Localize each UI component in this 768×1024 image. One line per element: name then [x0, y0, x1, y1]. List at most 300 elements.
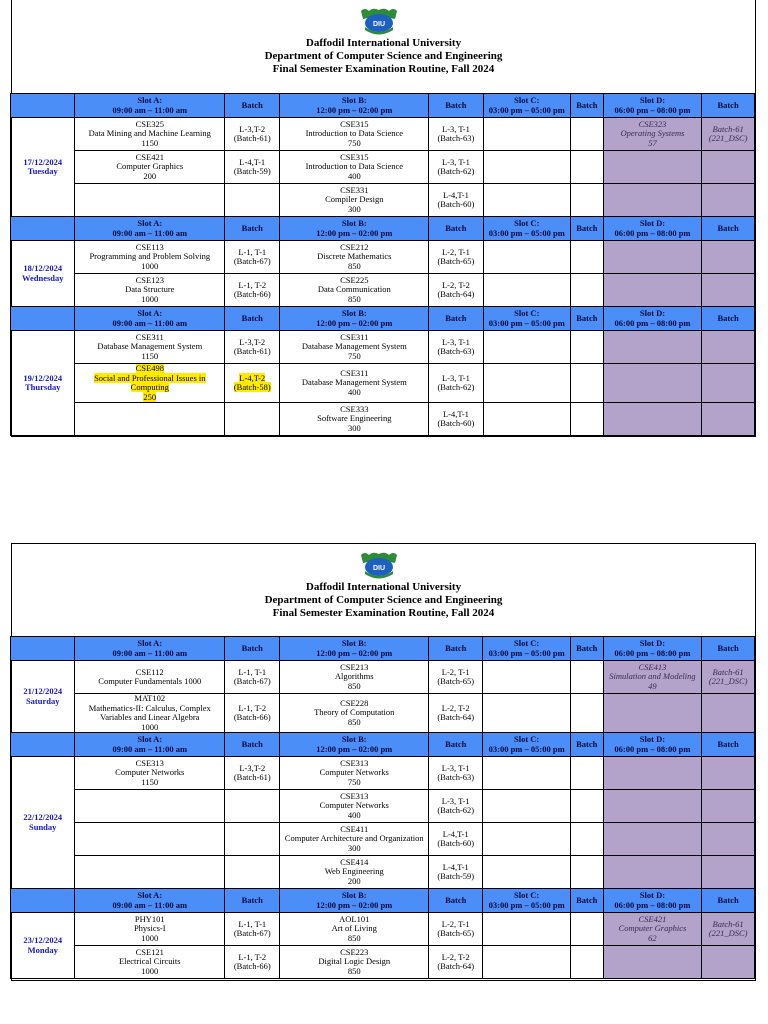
- header-text: 12:00 pm – 02:00 pm: [316, 317, 393, 328]
- cell-line: Computer Networks: [319, 767, 389, 778]
- header-text: 03:00 pm – 05:00 pm: [488, 899, 565, 910]
- slot-d-course: [603, 331, 702, 364]
- slot-b-batch: [429, 661, 483, 694]
- slot-b-course: [280, 913, 429, 946]
- slot-a-course: [75, 946, 225, 979]
- cell-line: (Batch-67): [233, 256, 271, 266]
- cell-line: L-1, T-1: [238, 666, 267, 677]
- header-text: Batch: [576, 738, 598, 749]
- cell-line: AOL101: [339, 913, 370, 924]
- header-text: 06:00 pm – 08:00 pm: [614, 317, 691, 328]
- cell-line: Introduction to Data Science: [305, 128, 404, 139]
- cell-line: Web Engineering: [324, 866, 384, 877]
- slot-b-batch: [429, 856, 483, 889]
- slot-b-course: [280, 364, 429, 403]
- batch-header: [702, 217, 755, 241]
- slot-d-batch: [702, 241, 755, 274]
- cell-line: 300: [347, 842, 361, 853]
- slot-a-course: [75, 151, 225, 184]
- cell-line: CSE323: [638, 118, 667, 129]
- cell-line: CSE121: [135, 946, 164, 957]
- exam-row: [11, 790, 755, 823]
- slot-b-batch: [429, 151, 483, 184]
- slot-b-batch: [429, 946, 483, 979]
- cell-line: Programming and Problem Solving: [89, 251, 211, 262]
- exam-date: 17/12/2024: [23, 156, 63, 167]
- slot-b-batch: [429, 274, 483, 307]
- cell-line: 400: [347, 386, 361, 397]
- header-text: 09:00 am – 11:00 am: [112, 899, 188, 910]
- slot-d-batch: [702, 184, 755, 217]
- cell-line: (Batch-67): [233, 676, 271, 686]
- slot-d-header: [603, 889, 702, 913]
- slot-c-batch: [570, 661, 603, 694]
- highlighted-text: Computing: [130, 382, 169, 392]
- slot-a-batch: [225, 184, 280, 217]
- batch-header: [570, 307, 603, 331]
- header-text: Slot C:: [514, 308, 540, 318]
- slot-b-batch: [429, 757, 483, 790]
- slot-c-batch: [570, 151, 603, 184]
- cell-line: CSE421: [135, 151, 164, 162]
- header-text: Batch: [445, 738, 467, 749]
- cell-line: Compiler Design: [325, 194, 384, 205]
- cell-line: (Batch-59): [437, 871, 475, 881]
- slot-a-course: [75, 757, 225, 790]
- cell-line: L-2, T-2: [441, 279, 470, 290]
- cell-line: Simulation and Modeling: [609, 671, 696, 682]
- header-text: 12:00 pm – 02:00 pm: [316, 104, 393, 115]
- slot-d-batch: [702, 118, 755, 151]
- cell-line: Computer Architecture and Organization: [284, 833, 424, 844]
- header-text: Batch: [717, 222, 739, 233]
- exam-row: [11, 856, 755, 889]
- cell-line: L-2, T-1: [441, 666, 470, 677]
- cell-line: Data Communication: [317, 284, 391, 295]
- slot-a-header: [75, 307, 225, 331]
- cell-line: Computer Graphics: [116, 161, 184, 172]
- slot-c-course: [483, 790, 570, 823]
- cell-line: 1150: [141, 776, 159, 787]
- slot-a-batch: [225, 118, 280, 151]
- cell-line: CSE325: [135, 118, 164, 129]
- batch-header: [570, 94, 603, 118]
- header-text: Batch: [717, 312, 739, 323]
- header-text: Slot A:: [137, 95, 163, 105]
- slot-a-batch: [225, 856, 280, 889]
- cell-line: CSE414: [340, 856, 369, 867]
- exam-row: [11, 118, 755, 151]
- cell-line: L-1, T-2: [238, 951, 267, 962]
- routine-header: [12, 544, 755, 637]
- slot-b-course: [280, 241, 429, 274]
- slot-b-batch: [429, 184, 483, 217]
- slot-d-course: [603, 694, 702, 733]
- batch-header: [570, 889, 603, 913]
- cell-line: CSE315: [340, 118, 369, 129]
- header-text: Batch: [241, 738, 263, 749]
- header-text: Batch: [576, 312, 598, 323]
- header-text: 09:00 am – 11:00 am: [112, 104, 188, 115]
- slot-d-batch: [702, 913, 755, 946]
- svg-text:DIU: DIU: [372, 21, 386, 28]
- header-text: Batch: [241, 894, 263, 905]
- university-logo-icon: [357, 3, 401, 37]
- cell-line: L-2, T-2: [441, 951, 470, 962]
- slot-b-batch: [429, 241, 483, 274]
- header-text: Slot D:: [639, 95, 666, 105]
- slot-a-header: [75, 217, 225, 241]
- cell-line: L-3, T-1: [441, 123, 470, 134]
- cell-line: 1000: [141, 721, 159, 732]
- slot-b-course: [280, 184, 429, 217]
- cell-line: L-4,T-1: [442, 828, 469, 839]
- slot-header-row: [11, 94, 755, 118]
- slot-a-header: [75, 733, 225, 757]
- cell-line: (Batch-61): [233, 772, 271, 782]
- exam-weekday: Thursday: [25, 382, 61, 392]
- day-header: [11, 733, 75, 757]
- routine-title: Final Semester Examination Routine, Fall 2024: [272, 63, 495, 75]
- cell-line: L-2, T-1: [441, 918, 470, 929]
- header-text: Slot A:: [137, 638, 163, 648]
- cell-line: 850: [347, 965, 361, 976]
- highlighted-text: Social and Professional Issues in: [94, 372, 206, 383]
- routine-table: [10, 636, 755, 979]
- cell-line: CSE313: [340, 790, 369, 801]
- header-text: Slot A:: [137, 890, 163, 900]
- slot-d-header: [603, 733, 702, 757]
- header-text: 06:00 pm – 08:00 pm: [614, 104, 691, 115]
- cell-line: Computer Networks: [115, 767, 185, 778]
- exam-row: [11, 757, 755, 790]
- slot-a-batch: [225, 946, 280, 979]
- header-text: 12:00 pm – 02:00 pm: [316, 227, 393, 238]
- slot-d-batch: [702, 790, 755, 823]
- header-text: Slot B:: [341, 95, 367, 105]
- slot-c-batch: [570, 823, 603, 856]
- cell-line: (Batch-60): [437, 199, 475, 209]
- cell-line: CSE311: [340, 331, 369, 342]
- cell-line: [225, 383, 279, 393]
- cell-line: 1000: [141, 293, 159, 304]
- cell-line: Data Structure: [125, 284, 175, 295]
- slot-a-course: [75, 823, 225, 856]
- cell-line: (Batch-61): [233, 133, 271, 143]
- batch-header: [429, 889, 483, 913]
- header-text: 03:00 pm – 05:00 pm: [488, 104, 565, 115]
- slot-a-batch: [225, 274, 280, 307]
- header-text: Slot A:: [137, 734, 163, 744]
- cell-line: CSE413: [638, 661, 667, 672]
- slot-a-batch: [225, 694, 280, 733]
- routine-table: [10, 93, 755, 436]
- header-text: Slot D:: [639, 638, 666, 648]
- cell-line: Operating Systems: [620, 128, 685, 139]
- slot-d-course: [603, 151, 702, 184]
- slot-b-course: [280, 757, 429, 790]
- slot-c-header: [483, 889, 570, 913]
- exam-row: [11, 403, 755, 436]
- day-header: [11, 217, 75, 241]
- slot-a-course: [75, 790, 225, 823]
- slot-c-course: [483, 403, 570, 436]
- header-text: Batch: [576, 222, 598, 233]
- header-text: Batch: [445, 222, 467, 233]
- cell-line: CSE333: [340, 403, 369, 414]
- cell-line: 750: [347, 776, 361, 787]
- cell-line: 400: [347, 809, 361, 820]
- exam-row: [11, 694, 755, 733]
- slot-b-course: [280, 331, 429, 364]
- slot-c-header: [483, 94, 570, 118]
- cell-line: (Batch-64): [437, 961, 475, 971]
- header-text: Batch: [717, 642, 739, 653]
- slot-c-batch: [570, 856, 603, 889]
- header-text: 12:00 pm – 02:00 pm: [316, 899, 393, 910]
- header-text: Slot D:: [639, 308, 666, 318]
- batch-header: [225, 217, 280, 241]
- slot-c-course: [483, 184, 570, 217]
- slot-a-header: [75, 94, 225, 118]
- slot-b-batch: [429, 403, 483, 436]
- department-name: Department of Computer Science and Engineering: [264, 594, 503, 606]
- slot-c-batch: [570, 364, 603, 403]
- cell-line: CSE313: [135, 757, 164, 768]
- cell-line: Computer Networks: [319, 800, 389, 811]
- cell-line: L-1, T-1: [238, 918, 267, 929]
- cell-line: L-3,T-2: [239, 123, 266, 134]
- exam-date: 22/12/2024: [23, 812, 63, 822]
- slot-a-batch: [225, 241, 280, 274]
- slot-c-batch: [570, 757, 603, 790]
- slot-c-course: [483, 241, 570, 274]
- slot-c-course: [483, 661, 570, 694]
- highlighted-text: CSE498: [135, 363, 164, 373]
- header-text: Slot B:: [341, 638, 367, 648]
- header-text: 09:00 am – 11:00 am: [112, 743, 188, 754]
- exam-date: 23/12/2024: [23, 935, 63, 945]
- exam-row: [11, 661, 755, 694]
- header-text: Batch: [241, 642, 263, 653]
- slot-d-batch: [702, 694, 755, 733]
- cell-line: (Batch-66): [233, 712, 271, 722]
- cell-line: Database Management System: [301, 341, 407, 352]
- highlighted-text: 250: [143, 391, 157, 402]
- header-text: 12:00 pm – 02:00 pm: [316, 647, 393, 658]
- cell-line: (Batch-59): [233, 166, 271, 176]
- exam-row: [11, 274, 755, 307]
- cell-line: (Batch-64): [437, 289, 475, 299]
- slot-d-course: [603, 118, 702, 151]
- slot-a-batch: [225, 790, 280, 823]
- batch-header: [429, 307, 483, 331]
- slot-b-course: [280, 946, 429, 979]
- batch-header: [570, 733, 603, 757]
- slot-c-course: [483, 823, 570, 856]
- cell-line: CSE311: [135, 331, 164, 342]
- cell-line: L-3, T-1: [441, 762, 470, 773]
- cell-line: Computer Graphics: [618, 923, 687, 934]
- cell-line: Introduction to Data Science: [305, 161, 404, 172]
- header-text: Batch: [576, 642, 598, 653]
- slot-c-header: [483, 733, 570, 757]
- cell-line: Discrete Mathematics: [317, 251, 392, 262]
- header-text: 03:00 pm – 05:00 pm: [488, 743, 565, 754]
- slot-b-batch: [429, 790, 483, 823]
- slot-d-course: [603, 241, 702, 274]
- cell-line: Mathematics-II: Calculus, Complex: [88, 702, 211, 713]
- slot-c-course: [483, 694, 570, 733]
- cell-line: Theory of Computation: [314, 707, 395, 718]
- header-text: 03:00 pm – 05:00 pm: [488, 647, 565, 658]
- cell-line: 200: [347, 875, 361, 886]
- exam-date: 19/12/2024: [23, 372, 63, 383]
- header-text: Slot D:: [639, 890, 666, 900]
- cell-line: CSE311: [340, 367, 369, 378]
- cell-line: Batch-61: [712, 918, 744, 929]
- svg-text:DIU: DIU: [372, 565, 386, 572]
- slot-a-batch: [225, 757, 280, 790]
- slot-d-batch: [702, 331, 755, 364]
- cell-line: L-3, T-1: [441, 372, 470, 383]
- cell-line: CSE313: [340, 757, 369, 768]
- cell-line: 1000: [141, 965, 159, 976]
- cell-line: (Batch-63): [437, 772, 475, 782]
- exam-date-cell: [11, 661, 75, 733]
- day-header: [11, 637, 75, 661]
- cell-line: 57: [648, 137, 657, 148]
- header-text: 03:00 pm – 05:00 pm: [488, 227, 565, 238]
- slot-c-batch: [570, 331, 603, 364]
- batch-header: [225, 307, 280, 331]
- slot-c-batch: [570, 403, 603, 436]
- header-text: Batch: [241, 312, 263, 323]
- slot-b-batch: [429, 823, 483, 856]
- header-text: Batch: [717, 738, 739, 749]
- cell-line: CSE411: [340, 823, 369, 834]
- slot-d-course: [603, 274, 702, 307]
- slot-c-batch: [570, 118, 603, 151]
- slot-c-header: [483, 307, 570, 331]
- slot-a-course: [75, 694, 225, 733]
- header-text: 09:00 am – 11:00 am: [112, 647, 188, 658]
- header-text: Batch: [445, 894, 467, 905]
- cell-line: Database Management System: [301, 377, 407, 388]
- cell-line: 49: [648, 680, 657, 691]
- slot-header-row: [11, 889, 755, 913]
- slot-a-course: [75, 856, 225, 889]
- cell-line: 850: [347, 680, 361, 691]
- cell-line: 300: [347, 422, 361, 433]
- slot-d-header: [603, 217, 702, 241]
- slot-b-batch: [429, 694, 483, 733]
- cell-line: 1000: [141, 932, 159, 943]
- cell-line: Algorithms: [334, 671, 374, 682]
- batch-header: [702, 94, 755, 118]
- cell-line: CSE421: [638, 913, 667, 924]
- cell-line: L-4,T-1: [239, 156, 266, 167]
- header-text: 06:00 pm – 08:00 pm: [614, 227, 691, 238]
- cell-line: 750: [347, 350, 361, 361]
- slot-c-course: [483, 331, 570, 364]
- slot-d-batch: [702, 151, 755, 184]
- cell-line: L-4,T-1: [442, 189, 469, 200]
- slot-c-course: [483, 118, 570, 151]
- slot-b-course: [280, 403, 429, 436]
- cell-line: L-3, T-1: [441, 336, 470, 347]
- cell-line: L-1, T-2: [238, 279, 267, 290]
- slot-c-course: [483, 757, 570, 790]
- cell-line: 850: [347, 260, 361, 271]
- slot-b-batch: [429, 331, 483, 364]
- cell-line: 850: [347, 293, 361, 304]
- cell-line: 200: [143, 170, 157, 181]
- slot-b-course: [280, 856, 429, 889]
- batch-header: [429, 94, 483, 118]
- day-header: [11, 307, 75, 331]
- slot-d-batch: [702, 403, 755, 436]
- cell-line: 300: [347, 203, 361, 214]
- slot-c-header: [483, 637, 570, 661]
- cell-line: CSE112: [135, 666, 164, 677]
- slot-d-course: [603, 757, 702, 790]
- university-name: Daffodil International University: [305, 581, 462, 593]
- header-text: Slot A:: [137, 308, 163, 318]
- cell-line: (Batch-66): [233, 289, 271, 299]
- slot-c-course: [483, 274, 570, 307]
- highlighted-text: L-4,T-2: [239, 372, 266, 383]
- slot-c-batch: [570, 184, 603, 217]
- slot-a-course: [75, 331, 225, 364]
- slot-a-batch: [225, 151, 280, 184]
- university-logo-icon: [357, 547, 401, 581]
- cell-line: L-4,T-1: [442, 408, 469, 419]
- slot-d-course: [603, 364, 702, 403]
- exam-row: [11, 364, 755, 403]
- university-name: Daffodil International University: [305, 37, 462, 49]
- batch-header: [429, 217, 483, 241]
- exam-date-cell: [11, 913, 75, 979]
- exam-weekday: Saturday: [25, 695, 60, 706]
- cell-line: (Batch-60): [437, 838, 475, 848]
- header-text: Slot A:: [137, 218, 163, 228]
- header-text: 06:00 pm – 08:00 pm: [614, 647, 691, 658]
- cell-line: 850: [347, 932, 361, 943]
- cell-line: (Batch-62): [437, 382, 475, 392]
- cell-line: (Batch-63): [437, 133, 475, 143]
- slot-c-course: [483, 151, 570, 184]
- slot-b-course: [280, 151, 429, 184]
- slot-a-course: [75, 364, 225, 403]
- cell-line: CSE212: [340, 241, 369, 252]
- exam-weekday: Sunday: [29, 821, 57, 832]
- slot-c-header: [483, 217, 570, 241]
- slot-c-batch: [570, 946, 603, 979]
- slot-a-batch: [225, 364, 280, 403]
- header-text: Slot C:: [514, 734, 540, 744]
- cell-line: (Batch-61): [233, 346, 271, 356]
- cell-line: Batch-61: [712, 666, 744, 677]
- exam-weekday: Tuesday: [27, 166, 58, 176]
- header-text: Slot B:: [341, 218, 367, 228]
- cell-line: CSE113: [135, 241, 164, 252]
- slot-a-course: [75, 403, 225, 436]
- batch-header: [225, 637, 280, 661]
- cell-line: (Batch-62): [437, 805, 475, 815]
- header-text: Slot C:: [514, 890, 540, 900]
- slot-c-batch: [570, 274, 603, 307]
